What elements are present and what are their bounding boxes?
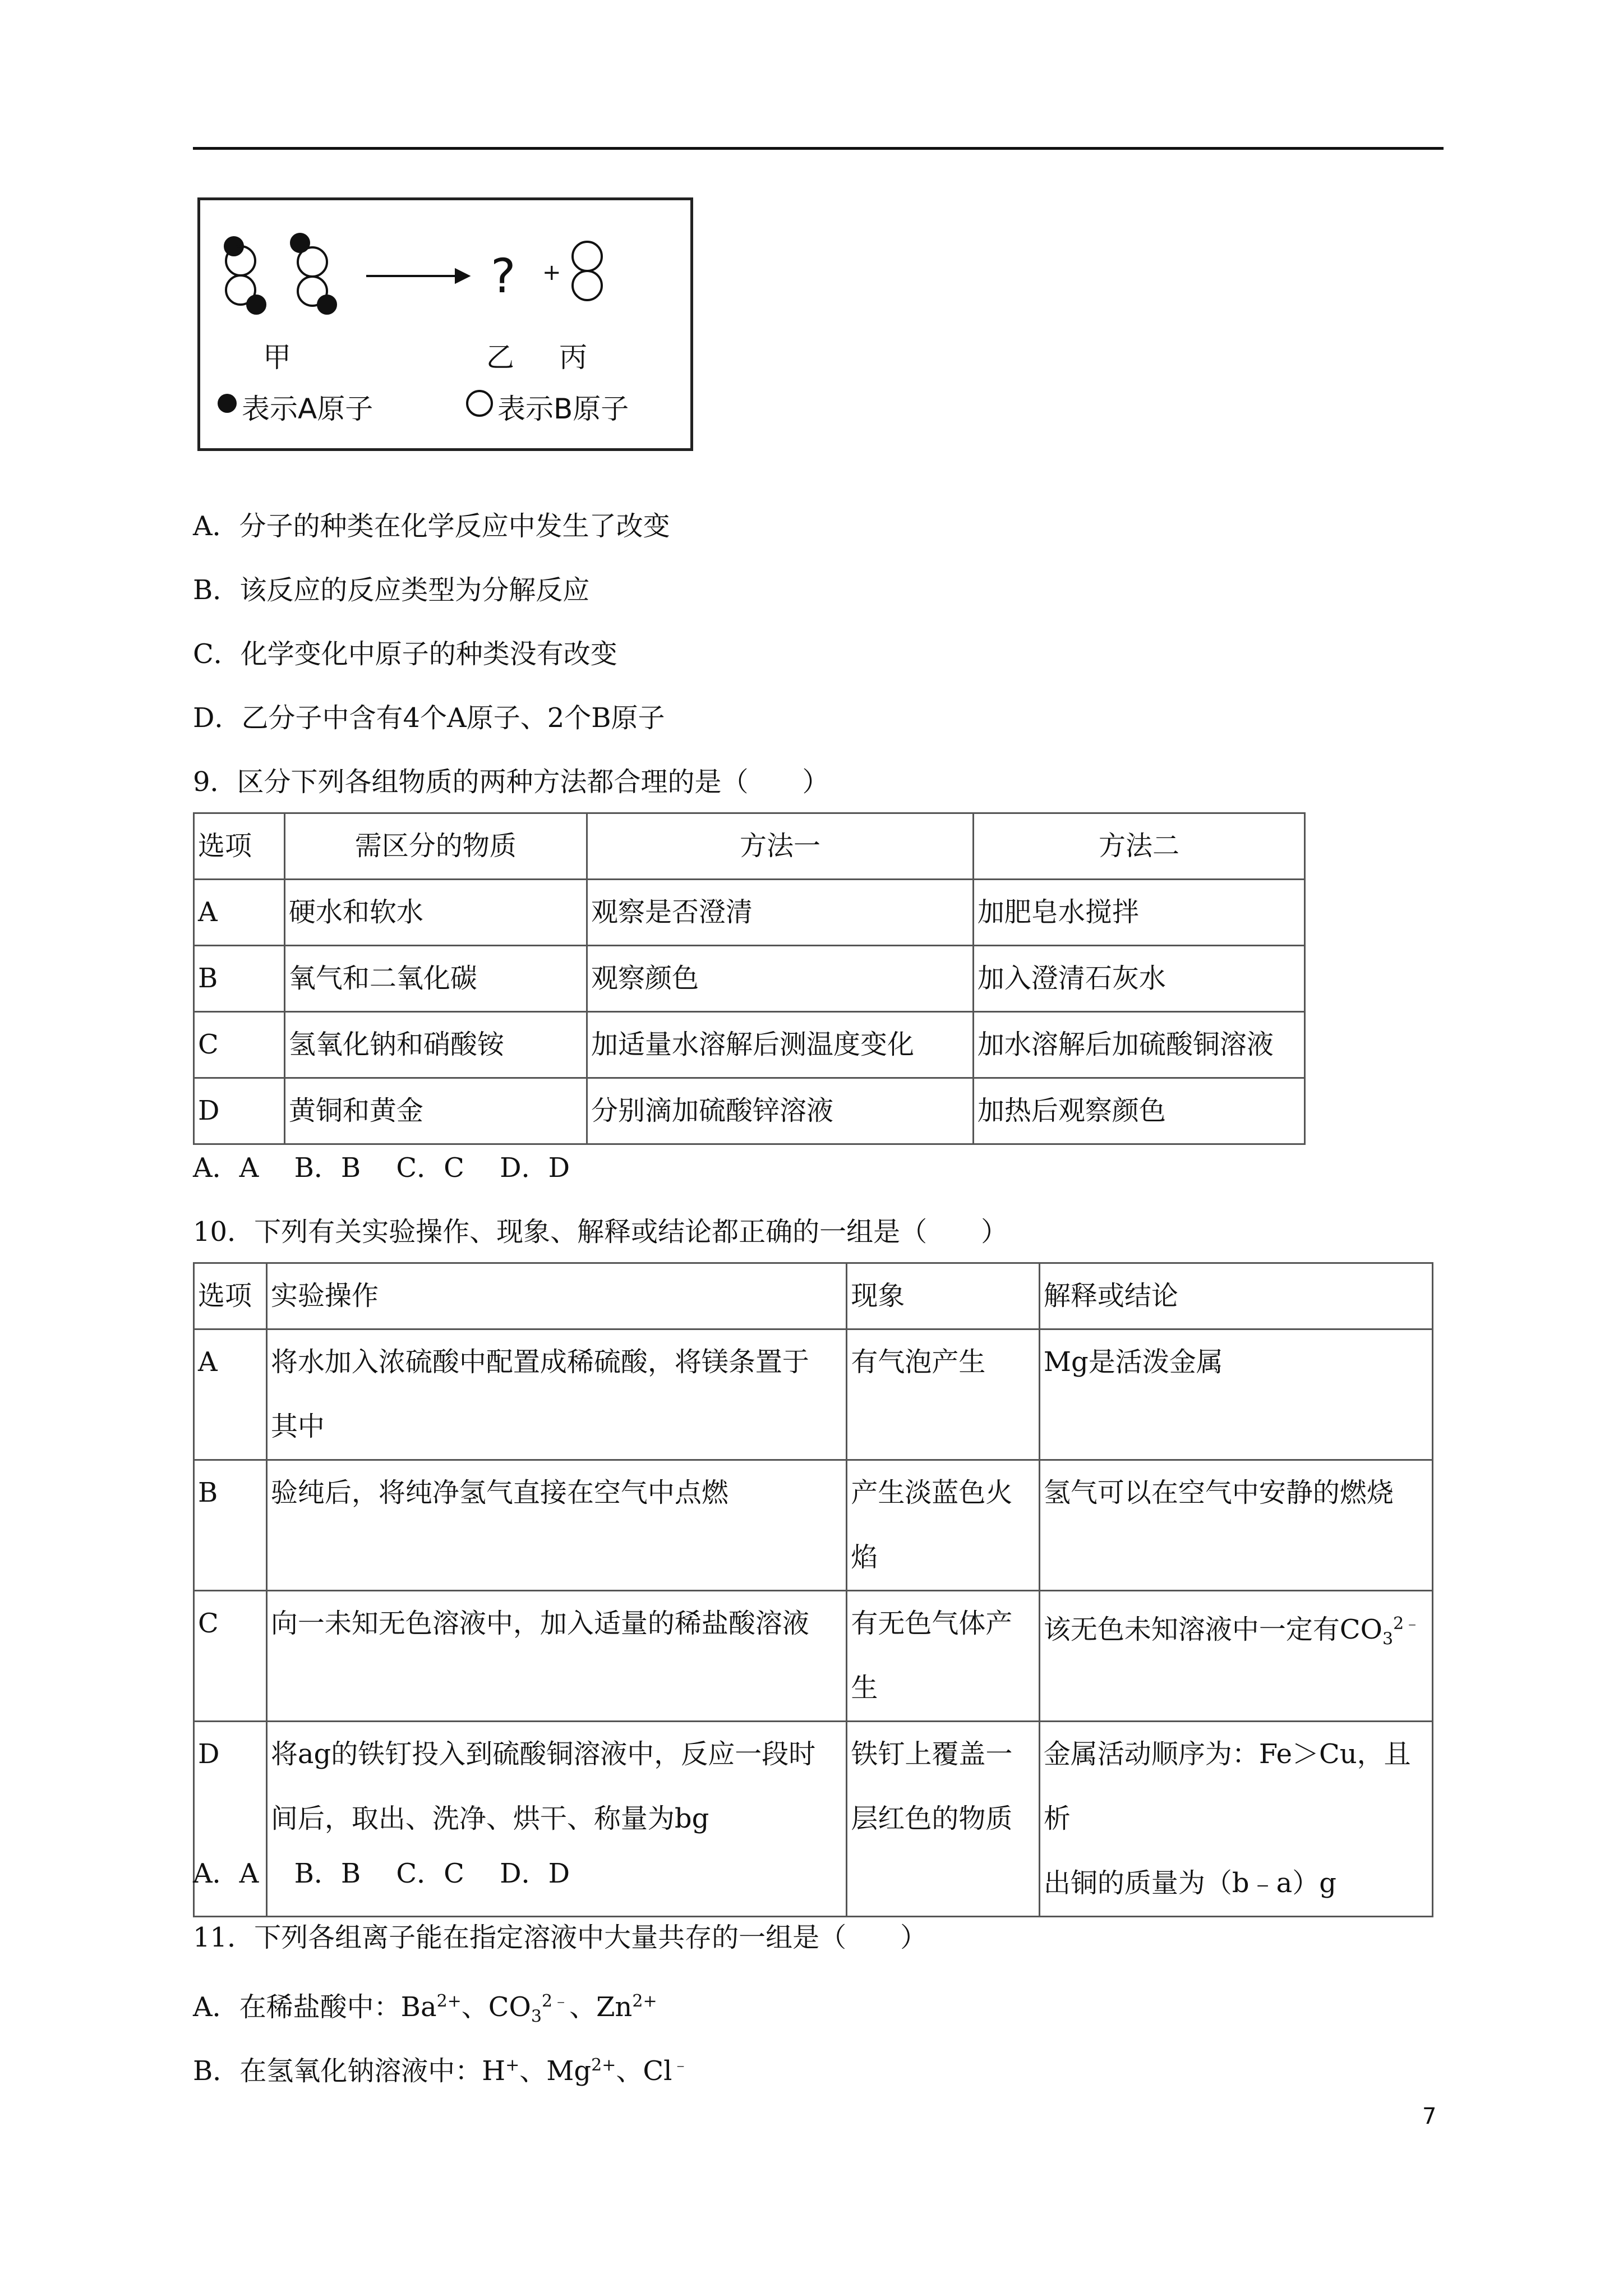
question-mark: ?: [491, 249, 516, 303]
header-cell: 方法二: [973, 813, 1304, 880]
cell-line: 出铜的质量为（b﹣a）g: [1043, 1867, 1336, 1899]
q10-table: [193, 1262, 1433, 1917]
cell-line: 产生淡蓝色火: [851, 1477, 1013, 1508]
q11-stem: 11．下列各组离子能在指定溶液中大量共存的一组是（ ）: [193, 1922, 928, 1953]
option-text: 、Zn: [569, 1991, 633, 2023]
table-cell: B: [194, 946, 285, 1012]
table-cell: 加适量水溶解后测温度变化: [587, 1012, 974, 1078]
q11-option-a: [193, 1985, 657, 2034]
cell-line: 铁钉上覆盖一: [851, 1738, 1013, 1770]
subscript: 3: [531, 2007, 542, 2027]
table-cell: 向一未知无色溶液中，加入适量的稀盐酸溶液: [266, 1591, 846, 1722]
table-cell: 氧气和二氧化碳: [284, 946, 587, 1012]
table-cell: 加热后观察颜色: [973, 1078, 1304, 1144]
table-cell: 加入澄清石灰水: [973, 946, 1304, 1012]
table-cell: [1039, 1722, 1432, 1917]
table-cell: 有气泡产生: [847, 1329, 1040, 1460]
page-number: 7: [1422, 2104, 1437, 2129]
table-cell: 加水溶解后加硫酸铜溶液: [973, 1012, 1304, 1078]
table-cell: 观察颜色: [587, 946, 974, 1012]
q8-option-a: A．分子的种类在化学反应中发生了改变: [193, 510, 670, 542]
cell-line: 有无色气体产: [851, 1608, 1013, 1639]
arrow-icon: [366, 270, 468, 282]
b-atom-legend-icon: [467, 391, 492, 416]
q11-option-b: [193, 2049, 689, 2088]
table-row: [194, 880, 1305, 946]
molecule-jia-2: [291, 234, 336, 314]
label-yi: 乙: [486, 341, 514, 374]
table-cell: [1039, 1591, 1432, 1722]
a-atom-legend-icon: [218, 394, 237, 413]
subscript: 3: [1382, 1629, 1394, 1649]
table-cell: B: [194, 1460, 267, 1591]
header-cell: 现象: [847, 1263, 1040, 1329]
option-text: 、Cl: [616, 2055, 672, 2087]
table-row: [194, 946, 1305, 1012]
plus-sign: +: [542, 260, 561, 286]
option-text: 、CO: [461, 1991, 531, 2023]
header-rule: [193, 147, 1444, 150]
header-cell: 选项: [194, 813, 285, 880]
cell-line: 间后，取出、洗净、烘干、称量为bg: [270, 1803, 709, 1834]
table-header-row: [194, 813, 1305, 880]
molecule-bing: [573, 242, 602, 300]
header-cell: 解释或结论: [1039, 1263, 1432, 1329]
superscript: 2+: [436, 1991, 462, 2011]
table-row: [194, 1078, 1305, 1144]
cell-line: 其中: [270, 1411, 325, 1442]
table-cell: [266, 1460, 846, 1591]
q9-stem: 9．区分下列各组物质的两种方法都合理的是（ ）: [193, 766, 829, 798]
molecule-jia-1: [225, 237, 265, 314]
cell-line: 将水加入浓硫酸中配置成稀硫酸，将镁条置于: [270, 1346, 809, 1378]
table-header-row: [194, 1263, 1433, 1329]
table-cell: 加肥皂水搅拌: [973, 880, 1304, 946]
legend-a: 表示A原子: [242, 393, 374, 425]
table-cell: C: [194, 1591, 267, 1722]
option-text: 、Mg: [519, 2055, 592, 2087]
q10-answer-choices: A．A B．B C．C D．D: [193, 1858, 570, 1889]
table-cell: 黄铜和黄金: [284, 1078, 587, 1144]
cell-line: 焰: [851, 1542, 878, 1573]
b-atom: [573, 242, 602, 271]
table-row: [194, 1329, 1433, 1460]
q9-table: [193, 812, 1306, 1145]
a-atom: [247, 296, 265, 314]
option-text: B．在氢氧化钠溶液中：H: [193, 2055, 506, 2087]
table-cell: [847, 1460, 1040, 1591]
q8-option-b: B．该反应的反应类型为分解反应: [193, 574, 590, 606]
table-row: [194, 1012, 1305, 1078]
table-cell: 观察是否澄清: [587, 880, 974, 946]
table-cell: 分别滴加硫酸锌溶液: [587, 1078, 974, 1144]
q10-stem: 10．下列有关实验操作、现象、解释或结论都正确的一组是（ ）: [193, 1216, 1008, 1248]
b-atom: [573, 271, 602, 300]
cell-text: 该无色未知溶液中一定有CO: [1043, 1614, 1382, 1645]
table-cell: 硬水和软水: [284, 880, 587, 946]
legend-b: 表示B原子: [497, 393, 629, 425]
table-cell: [847, 1722, 1040, 1917]
table-cell: [266, 1329, 846, 1460]
table-cell: D: [194, 1722, 267, 1917]
table-cell: A: [194, 1329, 267, 1460]
table-cell: 氢氧化钠和硝酸铵: [284, 1012, 587, 1078]
table-cell: [847, 1591, 1040, 1722]
table-row: [194, 1591, 1433, 1722]
superscript: +: [505, 2055, 520, 2075]
cell-line: 层红色的物质: [851, 1803, 1013, 1834]
superscript: 2﹣: [541, 1991, 570, 2011]
table-cell: Mg是活泼金属: [1039, 1329, 1432, 1460]
q9-answer-choices: A．A B．B C．C D．D: [193, 1152, 570, 1184]
superscript: 2+: [632, 1991, 657, 2011]
superscript: 2﹣: [1393, 1614, 1421, 1634]
cell-line: 验纯后，将纯净氢气直接在空气中点燃: [270, 1477, 728, 1508]
option-text: A．在稀盐酸中：Ba: [193, 1991, 437, 2023]
q8-option-d: D．乙分子中含有4个A原子、2个B原子: [193, 702, 665, 734]
cell-line: 生: [851, 1672, 878, 1704]
q8-option-c: C．化学变化中原子的种类没有改变: [193, 638, 617, 670]
table-cell: A: [194, 880, 285, 946]
table-row: [194, 1460, 1433, 1591]
header-cell: 方法一: [587, 813, 974, 880]
header-cell: 选项: [194, 1263, 267, 1329]
b-atom: [298, 247, 327, 277]
a-atom: [318, 296, 336, 314]
cell-line: 金属活动顺序为：Fe＞Cu，且析: [1043, 1738, 1411, 1834]
superscript: ﹣: [672, 2055, 689, 2075]
header-cell: 实验操作: [266, 1263, 846, 1329]
label-jia: 甲: [263, 341, 291, 374]
header-cell: 需区分的物质: [284, 813, 587, 880]
cell-line: 将ag的铁钉投入到硫酸铜溶液中，反应一段时: [270, 1738, 816, 1770]
label-bing: 丙: [559, 341, 587, 374]
cell-line: [271, 1525, 842, 1590]
table-cell: D: [194, 1078, 285, 1144]
reaction-diagram: [197, 197, 693, 451]
superscript: 2+: [591, 2055, 616, 2075]
table-cell: C: [194, 1012, 285, 1078]
table-cell: 氢气可以在空气中安静的燃烧: [1039, 1460, 1432, 1591]
